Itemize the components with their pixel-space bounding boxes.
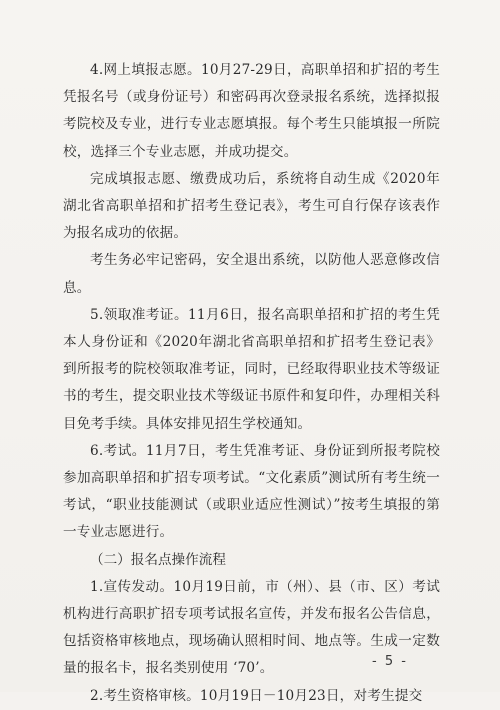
paragraph-password-reminder: 考生务必牢记密码，安全退出系统，以防他人恶意修改信息。 [63,252,440,296]
section-heading: （二）报名点操作流程 [90,551,226,568]
paragraph-online-application: 4.网上填报志愿。10月27-29日，高职单招和扩招的考生凭报名号（或身份证号）和密码再次登录报名系统，选择拟报考院校及专业，进行专业志愿填报。每个考生只能填报一所院校，选择三个专业志愿，并成功提交。 [63,62,440,160]
document-body [63,57,440,710]
paragraph-exam: 6.考试。11月7日，考生凭准考证、身份证到所报考院校参加高职单招和扩招专项考试。“文化素质”测试所有考生统一考试，“职业技能测试（或职业适应性测试）”按考生填报的第一专业志愿进行。 [63,442,440,541]
page-number: - 5 - [372,654,408,669]
paragraph-registration-form: 完成填报志愿、缴费成功后，系统将自动生成《2020年湖北省高职单招和扩招考生登记表》，考生可自行保存该表作为报名成功的依据。 [63,170,440,242]
paragraph-qualification-review: 2.考生资格审核。10月19日－10月23日，对考生提交 [90,687,423,704]
paragraph-admission-ticket: 5.领取准考证。11月6日，报名高职单招和扩招的考生凭本人身份证和《2020年湖北省高职单招和扩招考生登记表》到所报考的院校领取准考证，同时，已经取得职业技术等级证书的考生，提交职业技术等级证书原件和复印件，办理相关科目免考手续。具体安排见招生学校通知。 [63,306,440,432]
paragraph-publicity: 1.宣传发动。10月19日前，市（州）、县（市、区）考试机构进行高职扩招专项考试报名宣传，并发布报名公告信息，包括资格审核地点，现场确认照相时间、地点等。生成一定数量的报名卡，报名类别使用 ‘70’。 [63,578,440,677]
